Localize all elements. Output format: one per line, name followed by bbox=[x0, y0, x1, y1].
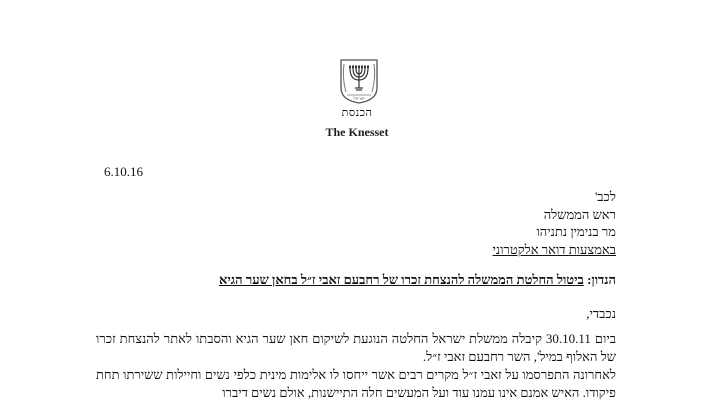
recipient-delivery-method: באמצעות דואר אלקטרוני bbox=[492, 242, 616, 257]
emblem-inscription: ישראל bbox=[353, 95, 365, 101]
recipient-honorific: לכב' bbox=[594, 189, 616, 204]
knesset-name-english: The Knesset bbox=[325, 125, 389, 139]
letter-date: 6.10.16 bbox=[104, 164, 143, 179]
letter-subject bbox=[96, 272, 616, 288]
body-paragraph: ביום 30.10.11 קיבלה ממשלת ישראל החלטה הנוגעת לשיקום חאן שער הגיא והסבתו לאתר להנצחת זכרו של האלוף במיל', השר רחבעם זאבי ז״ל. bbox=[96, 331, 617, 364]
recipient-name: מר בנימין נתניהו bbox=[536, 224, 616, 239]
knesset-name-hebrew: הכנסת bbox=[341, 107, 373, 119]
subject-prefix: הנדון: bbox=[587, 272, 616, 287]
subject-text: ביטול החלטת הממשלה להנצחת זכרו של רחבעם זאבי ז״ל בחאן שער הגיא bbox=[219, 272, 584, 287]
recipient-title: ראש הממשלה bbox=[543, 207, 616, 222]
knesset-emblem-icon bbox=[339, 58, 379, 104]
salutation: נכבדי, bbox=[586, 306, 616, 321]
body-paragraph: לאחרונה התפרסמו על זאבי ז״ל מקרים רבים אשר ייחסו לו אלימות מינית כלפי נשים וחיילות ששירתו תחת פיקודו. האיש אמנם אינו עמנו עוד ועל המעשים חלה התיישנות, אולם נשים דיברו bbox=[96, 367, 616, 400]
